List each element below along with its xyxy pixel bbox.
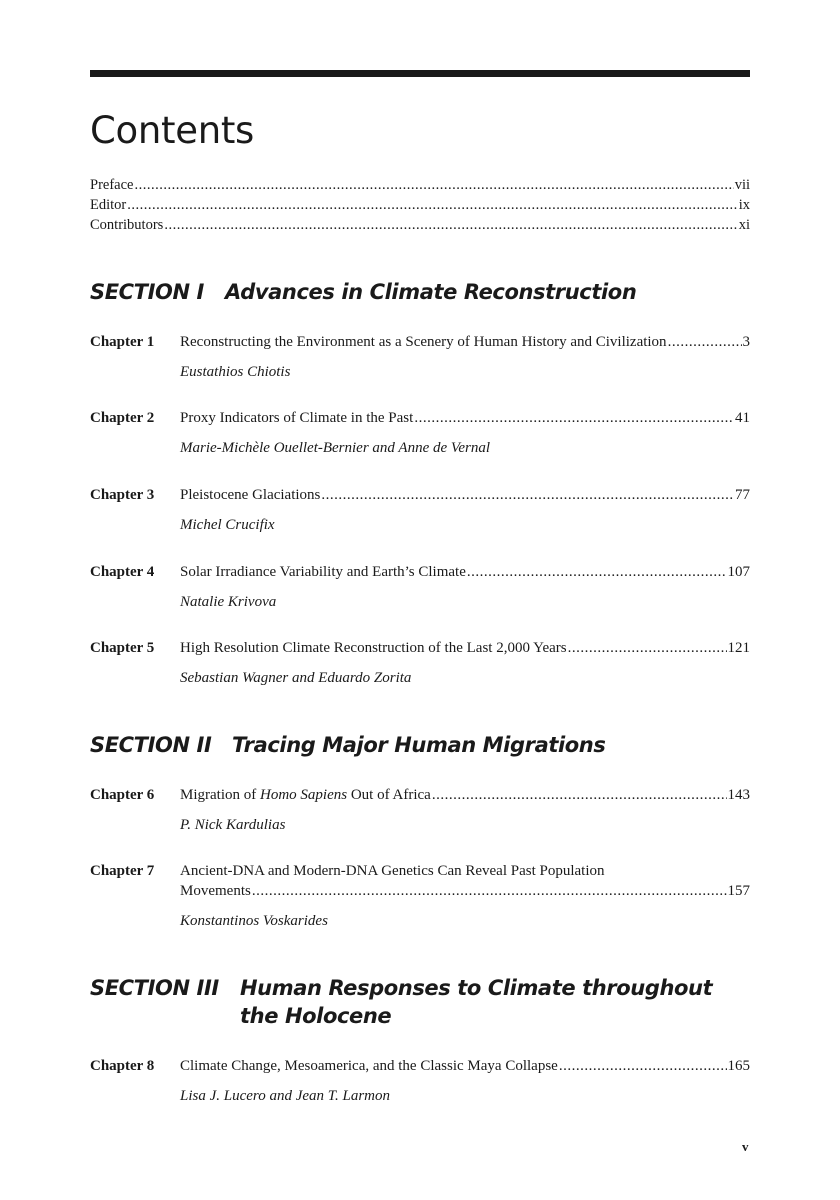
chapter-title [180,785,431,805]
front-matter-label: Preface [90,177,134,193]
toc-chapter-5[interactable] [90,638,750,688]
toc-chapter-7[interactable] [90,861,750,931]
chapter-label: Chapter 3 [90,487,155,503]
front-matter-editor[interactable] [90,195,750,215]
chapter-title: Proxy Indicators of Climate in the Past [180,410,414,426]
toc-chapter-3[interactable] [90,485,750,535]
front-matter-label: Contributors [90,217,164,233]
leader-dots [164,215,737,235]
page-number: 41 [735,410,750,426]
leader-dots [134,175,733,195]
page-number: 3 [742,334,750,350]
section-heading-2 [90,731,605,759]
toc-chapter-8[interactable] [90,1056,750,1106]
section-label: SECTION III [90,976,219,1000]
front-matter-label: Editor [90,197,127,213]
page-number: 157 [727,883,750,899]
page-number: 121 [727,640,750,656]
leader-dots [127,195,737,215]
chapter-label: Chapter 6 [90,787,155,803]
toc-chapter-6[interactable] [90,785,750,835]
section-heading-3 [90,974,712,1030]
chapter-authors: P. Nick Kardulias [180,817,286,833]
chapter-title: Pleistocene Glaciations [180,487,321,503]
chapter-label: Chapter 2 [90,410,155,426]
page-folio: v [742,1139,749,1154]
section-label: SECTION I [90,280,204,304]
chapter-title: Reconstructing the Environment as a Scenery of Human History and Civilization [180,334,667,350]
toc-chapter-2[interactable] [90,408,750,458]
section-title-line-2: the Holocene [240,1004,392,1028]
leader-dots [568,638,727,658]
chapter-label: Chapter 7 [90,863,155,879]
chapter-authors: Eustathios Chiotis [180,364,291,380]
leader-dots [559,1056,727,1076]
front-matter-list [90,175,750,235]
chapter-title: Solar Irradiance Variability and Earth’s Climate [180,564,466,580]
front-matter-contributors[interactable] [90,215,750,235]
page-number: 165 [727,1058,750,1074]
leader-dots [467,562,727,582]
section-label: SECTION II [90,733,212,757]
chapter-authors: Konstantinos Voskarides [180,913,328,929]
page-number: 143 [727,787,750,803]
chapter-authors: Sebastian Wagner and Eduardo Zorita [180,670,412,686]
chapter-label: Chapter 8 [90,1058,155,1074]
section-title: Tracing Major Human Migrations [232,733,606,757]
toc-chapter-1[interactable] [90,332,750,382]
chapter-label: Chapter 5 [90,640,155,656]
top-rule [90,70,750,77]
section-title: Advances in Climate Reconstruction [225,280,637,304]
page-number: 77 [735,487,750,503]
chapter-title-italic: Homo Sapiens [260,787,348,803]
chapter-label: Chapter 4 [90,564,155,580]
chapter-title-line-1: Ancient-DNA and Modern-DNA Genetics Can Reveal Past Population [180,863,605,879]
toc-chapter-4[interactable] [90,562,750,612]
page-number: vii [734,177,750,193]
chapter-title-line-2: Movements [180,883,251,899]
section-title [240,974,712,1030]
chapter-title: High Resolution Climate Reconstruction of the Last 2,000 Years [180,640,567,656]
page-number: xi [738,217,750,233]
leader-dots [414,408,734,428]
chapter-label: Chapter 1 [90,334,155,350]
chapter-authors: Lisa J. Lucero and Jean T. Larmon [180,1088,390,1104]
chapter-title-prefix: Migration of [180,787,257,803]
leader-dots [432,785,727,805]
chapter-title: Climate Change, Mesoamerica, and the Classic Maya Collapse [180,1058,558,1074]
chapter-title-suffix: Out of Africa [350,787,431,803]
section-title-line-1: Human Responses to Climate throughout [240,976,713,1000]
page-title: Contents [90,109,255,152]
front-matter-preface[interactable] [90,175,750,195]
leader-dots [321,485,734,505]
chapter-authors: Marie-Michèle Ouellet-Bernier and Anne de Vernal [180,440,491,456]
chapter-authors: Michel Crucifix [180,517,275,533]
page-number: ix [738,197,750,213]
leader-dots [668,332,742,352]
chapter-authors: Natalie Krivova [180,594,277,610]
section-heading-1 [90,278,636,306]
page-number: 107 [727,564,750,580]
leader-dots [252,881,727,901]
